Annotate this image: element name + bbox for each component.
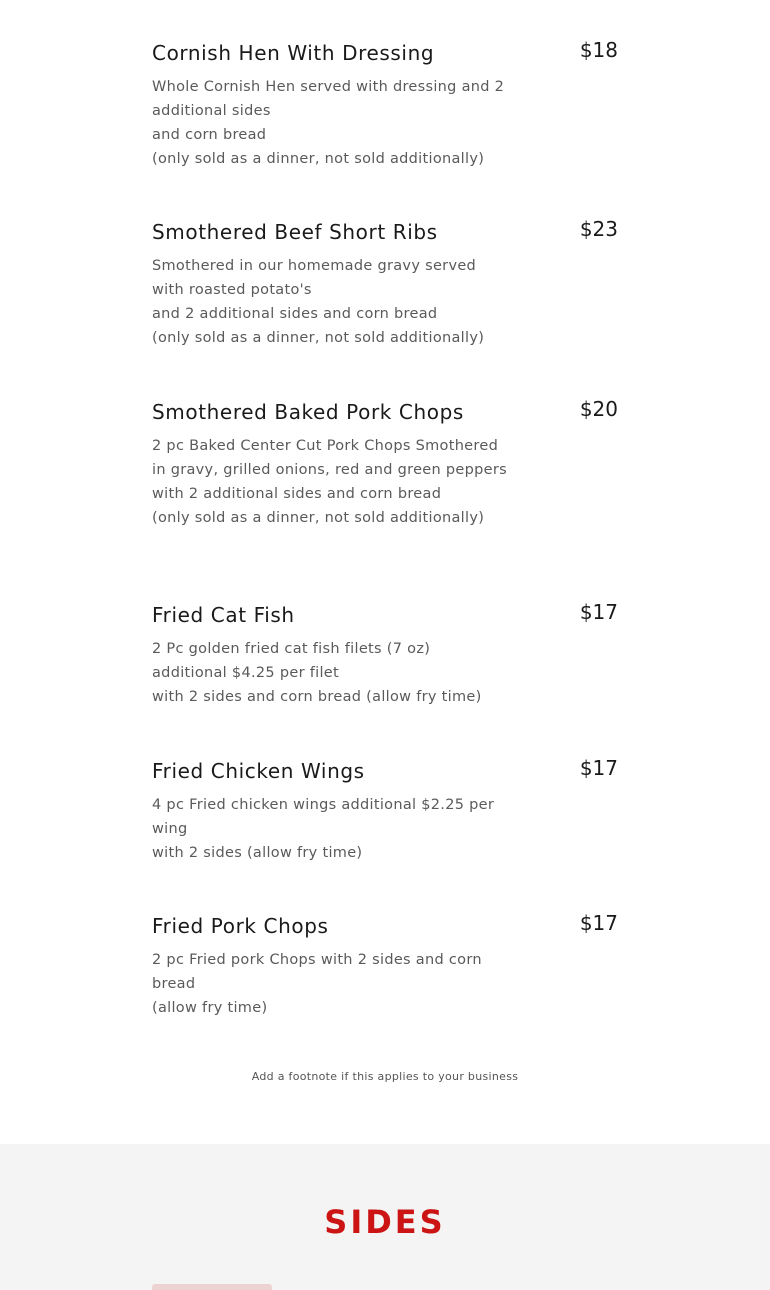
description-line: bread <box>152 976 196 992</box>
item-price: $17 <box>579 756 618 780</box>
item-name: Fried Chicken Wings <box>152 759 365 783</box>
menu-footnote: Add a footnote if this applies to your business <box>251 1070 519 1083</box>
item-name: Fried Cat Fish <box>152 603 295 627</box>
item-name: Smothered Beef Short Ribs <box>152 220 438 244</box>
item-price: $18 <box>579 38 618 62</box>
description-line: Smothered in our homemade gravy served <box>152 258 477 274</box>
item-description <box>152 793 497 865</box>
description-line: 2 Pc golden fried cat fish filets (7 oz) <box>152 641 431 657</box>
description-line: and 2 additional sides and corn bread <box>152 306 438 322</box>
description-line: (only sold as a dinner, not sold additionally) <box>152 151 485 167</box>
item-price: $23 <box>579 217 618 241</box>
item-description <box>152 637 497 709</box>
description-line: (only sold as a dinner, not sold additionally) <box>152 510 485 526</box>
description-line: and corn bread <box>152 127 267 143</box>
item-description <box>152 434 507 530</box>
description-line: additional $4.25 per filet <box>152 665 340 681</box>
description-line: (only sold as a dinner, not sold additionally) <box>152 330 485 346</box>
item-description <box>152 75 505 171</box>
description-line: 2 pc Baked Center Cut Pork Chops Smothered <box>152 438 499 454</box>
description-line: Whole Cornish Hen served with dressing and 2 <box>152 79 505 95</box>
item-price: $20 <box>579 397 618 421</box>
description-line: in gravy, grilled onions, red and green peppers <box>152 462 507 478</box>
item-description <box>152 254 497 350</box>
item-name: Fried Pork Chops <box>152 914 329 938</box>
description-line: with roasted potato's <box>152 282 312 298</box>
description-line: 4 pc Fried chicken wings additional $2.25 per <box>152 797 495 813</box>
item-price: $17 <box>579 600 618 624</box>
description-line: with 2 sides and corn bread (allow fry time) <box>152 689 482 705</box>
description-line: wing <box>152 821 188 837</box>
sides-first-item-peek <box>152 1284 302 1290</box>
sides-section <box>0 1144 770 1290</box>
item-name: Cornish Hen With Dressing <box>152 41 435 65</box>
description-line: (allow fry time) <box>152 1000 268 1016</box>
item-description <box>152 948 497 1020</box>
item-price: $17 <box>579 911 618 935</box>
description-line: 2 pc Fried pork Chops with 2 sides and corn <box>152 952 482 968</box>
description-line: with 2 additional sides and corn bread <box>152 486 442 502</box>
description-line: additional sides <box>152 103 271 119</box>
item-name: Smothered Baked Pork Chops <box>152 400 464 424</box>
description-line: with 2 sides (allow fry time) <box>152 845 363 861</box>
sides-heading: SIDES <box>324 1203 446 1241</box>
